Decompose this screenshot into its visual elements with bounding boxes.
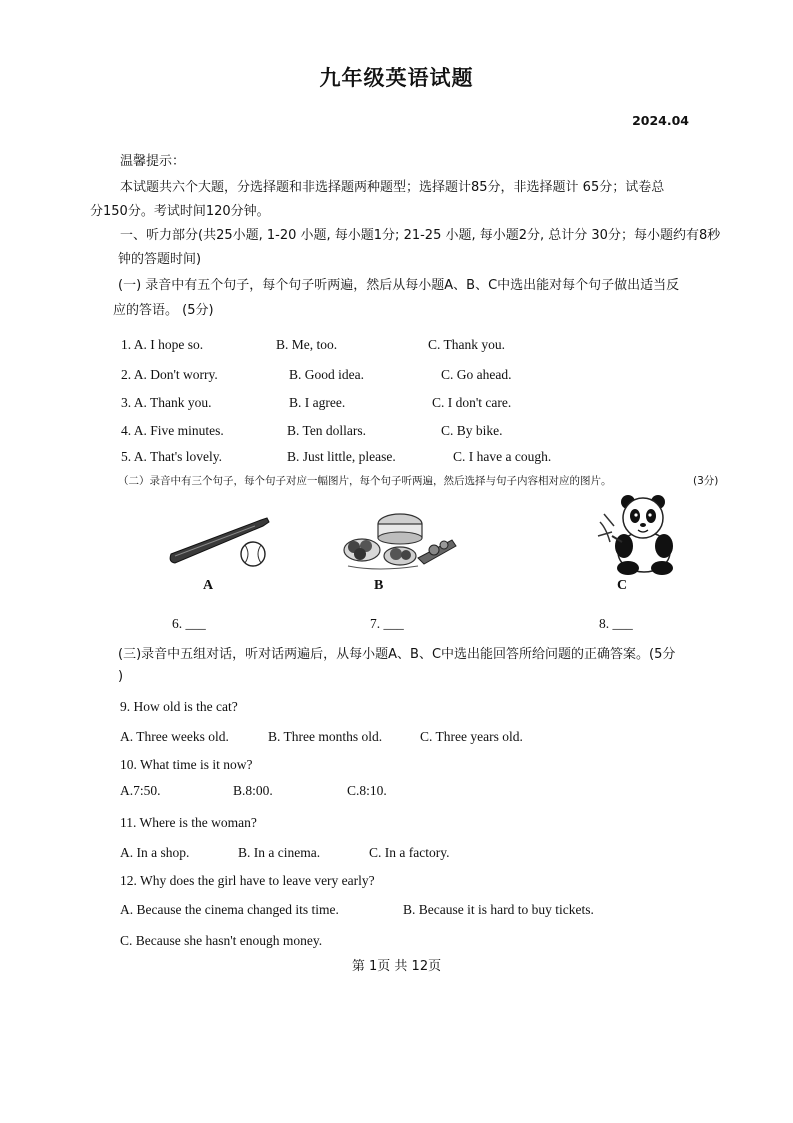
section1-instruction-line-1: (一) 录音中有五个句子，每个句子听两遍，然后从每小题A、B、C中选出能对每个句子做出适当反 (118, 278, 680, 293)
part1-instruction-line-2: 钟的答题时间) (118, 252, 202, 267)
q1-option-a: 1. A. I hope so. (121, 337, 204, 352)
q3-option-a: 3. A. Thank you. (121, 395, 212, 410)
panda-icon (592, 492, 690, 576)
q10-question: 10. What time is it now? (120, 757, 253, 772)
steamed-buns-food-icon (338, 500, 458, 576)
blank-6[interactable]: 6. ___ (172, 616, 206, 631)
q3-option-b: B. I agree. (289, 395, 346, 410)
q9-option-b: B. Three months old. (268, 729, 383, 744)
page-title: 九年级英语试题 (319, 66, 474, 90)
section3-instruction-line-2: ) (118, 669, 124, 684)
q12-option-a: A. Because the cinema changed its time. (120, 902, 339, 917)
section2-score: (3分) (693, 475, 719, 487)
tips-line-2: 分150分。考试时间120分钟。 (90, 204, 270, 219)
q5-option-b: B. Just little, please. (287, 449, 396, 464)
picture-label-c: C (617, 578, 628, 593)
q10-option-c: C.8:10. (347, 783, 387, 798)
section3-instruction-line-1: (三)录音中五组对话，听对话两遍后，从每小题A、B、C中选出能回答所给问题的正确答案。(5分 (118, 647, 676, 662)
blank-7[interactable]: 7. ___ (370, 616, 404, 631)
picture-label-a: A (203, 578, 214, 593)
q9-option-c: C. Three years old. (420, 729, 523, 744)
q3-option-c: C. I don't care. (432, 395, 512, 410)
q1-option-c: C. Thank you. (428, 337, 505, 352)
q9-question: 9. How old is the cat? (120, 699, 238, 714)
q4-option-c: C. By bike. (441, 423, 503, 438)
q10-option-b: B.8:00. (233, 783, 273, 798)
part1-instruction-line-1: 一、听力部分(共25小题, 1-20 小题, 每小题1分; 21-25 小题, 每小题2分, 总计分 30分；每小题约有8秒 (120, 228, 721, 243)
tips-heading: 温馨提示： (120, 154, 186, 169)
blank-8[interactable]: 8. ___ (599, 616, 633, 631)
q10-option-a: A.7:50. (120, 783, 161, 798)
baseball-bat-and-ball-icon (165, 510, 275, 572)
q1-option-b: B. Me, too. (276, 337, 338, 352)
page-footer: 第 1页 共 12页 (351, 959, 442, 974)
q11-question: 11. Where is the woman? (120, 815, 257, 830)
q4-option-a: 4. A. Five minutes. (121, 423, 224, 438)
q2-option-b: B. Good idea. (289, 367, 364, 382)
q2-option-a: 2. A. Don't worry. (121, 367, 218, 382)
q5-option-a: 5. A. That's lovely. (121, 449, 223, 464)
q12-option-c: C. Because she hasn't enough money. (120, 933, 323, 948)
q5-option-c: C. I have a cough. (453, 449, 552, 464)
q11-option-c: C. In a factory. (369, 845, 450, 860)
exam-date: 2024.04 (632, 113, 689, 128)
q9-option-a: A. Three weeks old. (120, 729, 229, 744)
tips-line-1: 本试题共六个大题，分选择题和非选择题两种题型；选择题计85分，非选择题计 65分；试卷总 (120, 180, 665, 195)
q11-option-b: B. In a cinema. (238, 845, 321, 860)
q2-option-c: C. Go ahead. (441, 367, 512, 382)
q12-option-b: B. Because it is hard to buy tickets. (403, 902, 594, 917)
q11-option-a: A. In a shop. (120, 845, 190, 860)
section2-instruction: （二）录音中有三个句子，每个句子对应一幅图片，每个句子听两遍，然后选择与句子内容相对应的图片。 (118, 475, 612, 487)
picture-label-b: B (374, 578, 384, 593)
q12-question: 12. Why does the girl have to leave very early? (120, 873, 375, 888)
q4-option-b: B. Ten dollars. (287, 423, 367, 438)
section1-instruction-line-2: 应的答语。 (5分) (113, 303, 214, 318)
